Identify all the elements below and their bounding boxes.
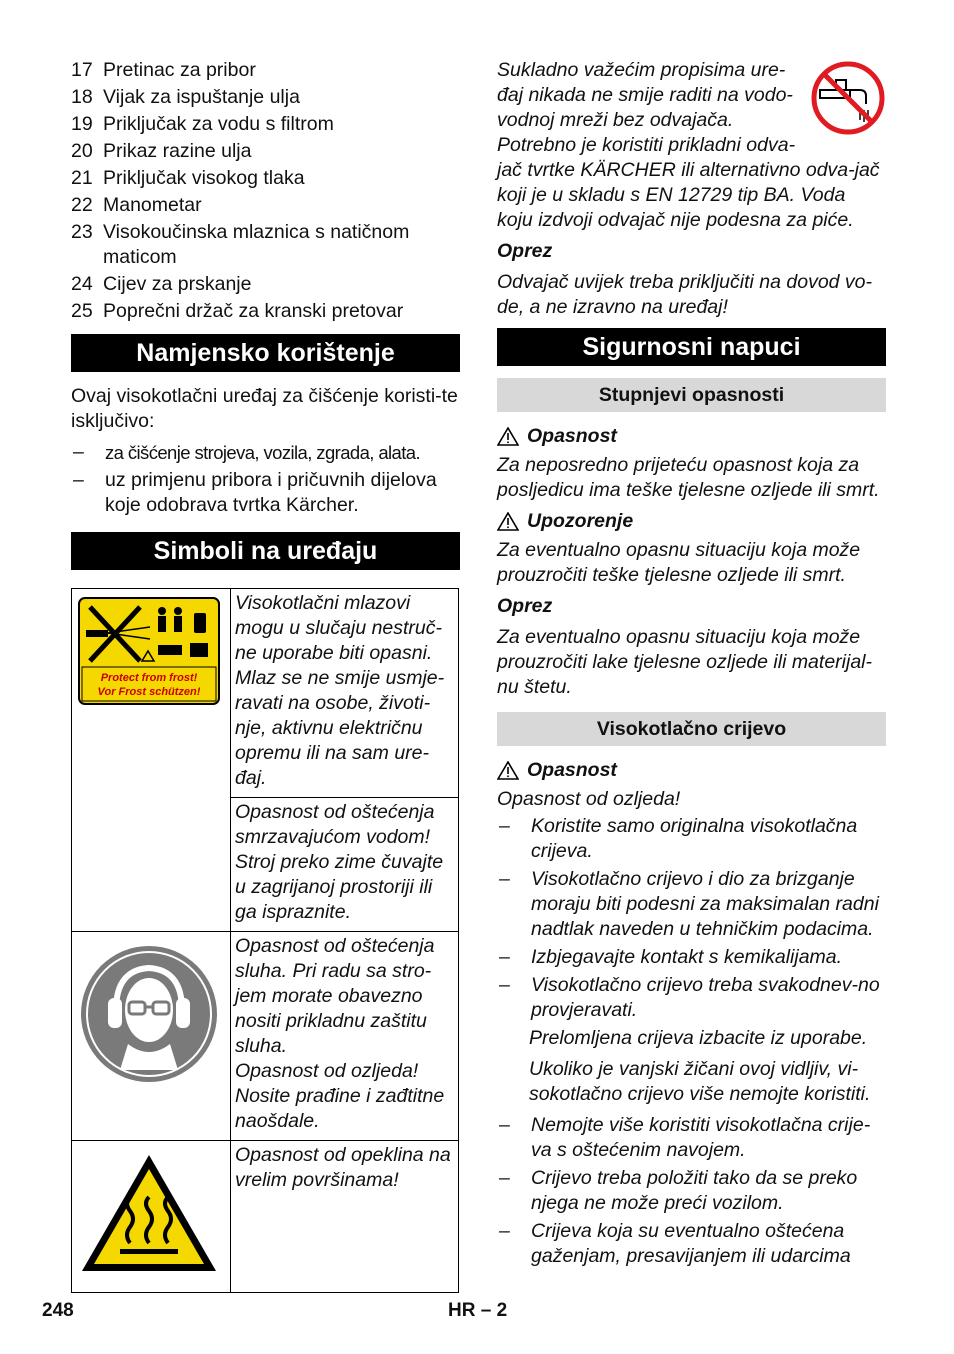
symbol-text-jet: Visokotlačni mlazovi mogu u slučaju nestruč-ne uporabe biti opasni. Mlaz se ne smije usmje-ravati na osobe, životi-nje, aktivnu električnu opremu ili na sam ure-đaj. [231, 589, 459, 798]
list-item: – za čišćenje strojeva, vozila, zgrada, alata. [73, 441, 420, 463]
caution-label: Oprez [497, 240, 553, 262]
list-item: – Visokotlačno crijevo treba svakodnev-no provjeravati. [499, 974, 880, 1021]
warning-triangle-icon [497, 761, 519, 780]
list-item: – Nemojte više koristiti visokotlačna crije-va s oštećenim navojem. [499, 1114, 871, 1161]
warning-triangle-icon [497, 512, 519, 531]
backflow-paragraph: Sukladno važećim propisima ure-đaj nikada ne smije raditi na vodo-vodnoj mreži bez odvajača. Potrebno je koristiti prikladni odva-jač tvrtke KÄRCHER ili alternativno odva-jač koji je u skladu s EN 12729 tip BA. Voda koju izdvoji odvajač nije podesna za piće. [497, 59, 880, 231]
symbol-cell-jet [72, 589, 231, 932]
hose-sub-note-1: Prelomljena crijeva izbacite iz uporabe. [529, 1027, 868, 1049]
caution-text: Odvajač uvijek treba priključiti na dovod vo-de, a ne izravno na uređaj! [497, 271, 873, 318]
frost-sign-line-1: Protect from frost! [100, 672, 198, 684]
symbol-text-frost: Opasnost od oštećenja smrzavajućom vodom! Stroj preko zime čuvajte u zagrijanoj prostoriji ili ga ispraznite. [231, 798, 459, 932]
no-drinking-water-connection-icon [810, 60, 886, 136]
symbol-text-hot: Opasnost od opeklina na vrelim površinama! [231, 1141, 459, 1293]
hearing-eye-protection-icon [78, 940, 220, 1088]
caution-level-text: Za eventualno opasnu situaciju koja može prouzročiti lake tjelesne ozljede ili materijal-nu štetu. [497, 626, 872, 698]
list-item: – Crijeva koja su eventualno oštećena gaženjam, presavijanjem ili udarcima [499, 1220, 851, 1267]
list-item: 25 Poprečni držač za kranski pretovar [71, 300, 404, 322]
list-item: 23 Visokoučinska mlaznica s natičnom maticom [71, 221, 410, 268]
caution-level-label: Oprez [497, 595, 553, 617]
symbol-cell-protection [72, 932, 231, 1141]
frost-sign-line-2: Vor Frost schützen! [97, 686, 201, 698]
section-heading-intended-use: Namjensko korištenje [71, 334, 460, 372]
list-item: – Koristite samo originalna visokotlačna crijeva. [499, 815, 858, 862]
language-page-marker: HR – 2 [448, 1300, 508, 1321]
jet-danger-sign-icon [78, 597, 220, 705]
left-column [71, 58, 460, 1293]
hose-sub-note-2: Ukoliko je vanjski žičani ovoj vidljiv, vi-sokotlačno crijevo više nemojte koristiti. [529, 1058, 871, 1105]
section-heading-symbols: Simboli na uređaju [71, 532, 460, 570]
symbol-text-protection: Opasnost od oštećenja sluha. Pri radu sa stro-jem morate obavezno nositi prikladnu zaštitu sluha. Opasnost od ozljeda! Nosite prađine i zađtitne naošdale. [231, 932, 459, 1141]
parts-list [71, 58, 460, 324]
symbols-table [71, 588, 459, 1293]
list-item: – Izbjegavajte kontakt s kemikalijama. [499, 946, 843, 968]
section-heading-safety: Sigurnosni napuci [497, 328, 886, 366]
hose-intro: Opasnost od ozljeda! [497, 788, 681, 810]
warning-text: Za eventualno opasnu situaciju koja može prouzročiti teške tjelesne ozljede ili smrt. [497, 539, 861, 586]
list-item: 24 Cijev za prskanje [71, 273, 252, 295]
page-number: 248 [42, 1300, 74, 1321]
warning-triangle-icon [497, 427, 519, 446]
symbol-cell-hot [72, 1141, 231, 1293]
right-column [497, 58, 886, 1272]
hose-danger-label-row: Opasnost [497, 758, 886, 783]
hot-surface-warning-icon [78, 1149, 220, 1277]
list-item: – uz primjenu pribora i pričuvnih dijelova koje odobrava tvrtka Kärcher. [73, 469, 437, 516]
list-item: – Visokotlačno crijevo i dio za brizganje moraju biti podesni za maksimalan radni nadtlak naveden u tehničkim podacima. [499, 868, 879, 940]
list-item: 17 Pretinac za pribor [71, 59, 256, 81]
danger-label-row: Opasnost [497, 424, 886, 449]
intended-use-intro: Ovaj visokotlačni uređaj za čišćenje koristi-te isključivo: [71, 385, 458, 432]
subheading-hose: Visokotlačno crijevo [497, 712, 886, 746]
subheading-danger-levels: Stupnjevi opasnosti [497, 378, 886, 412]
warning-label-row: Upozorenje [497, 509, 886, 534]
list-item: 20 Prikaz razine ulja [71, 140, 252, 162]
list-item: – Crijevo treba položiti tako da se preko njega ne može preći vozilom. [499, 1167, 858, 1214]
list-item: 22 Manometar [71, 194, 202, 216]
backflow-block [497, 58, 886, 233]
list-item: 18 Vijak za ispuštanje ulja [71, 86, 300, 108]
list-item: 21 Priključak visokog tlaka [71, 167, 305, 189]
danger-text: Za neposredno prijeteću opasnost koja za posljedicu ima teške tjelesne ozljede ili smrt. [497, 454, 880, 501]
list-item: 19 Priključak za vodu s filtrom [71, 113, 334, 135]
